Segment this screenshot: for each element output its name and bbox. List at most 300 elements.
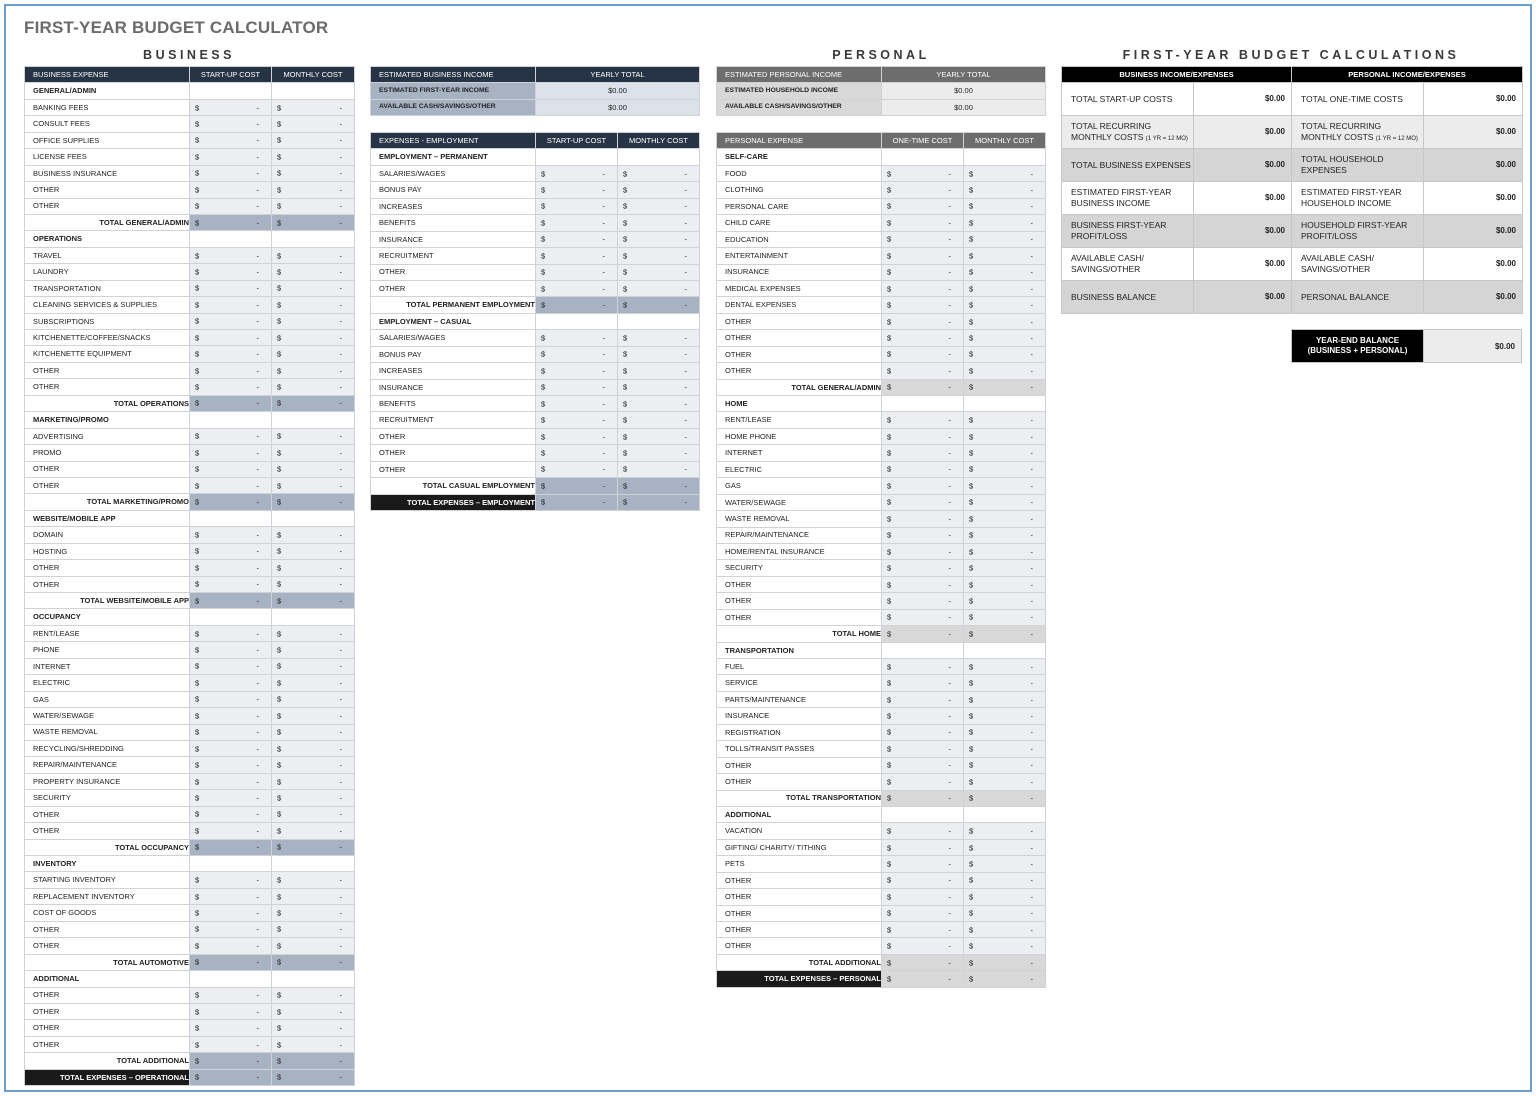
currency-cell[interactable] — [272, 625, 355, 641]
currency-cell[interactable] — [272, 823, 355, 839]
currency-cell[interactable] — [618, 231, 700, 247]
value-dash: - — [602, 251, 605, 261]
currency-cell[interactable] — [272, 247, 355, 263]
table-row — [717, 675, 1046, 691]
currency-cell[interactable] — [964, 708, 1046, 724]
currency-cell[interactable] — [190, 527, 272, 543]
currency-cell[interactable] — [272, 445, 355, 461]
value-dash: - — [256, 908, 259, 918]
currency-cell[interactable] — [272, 576, 355, 592]
currency-cell[interactable] — [964, 248, 1046, 264]
currency-cell[interactable] — [882, 313, 964, 329]
currency-cell[interactable] — [964, 675, 1046, 691]
currency-cell[interactable] — [618, 280, 700, 296]
column-header: PERSONAL EXPENSE — [717, 133, 882, 149]
row-label: PHONE — [25, 642, 190, 658]
currency-cell[interactable] — [882, 774, 964, 790]
currency-cell[interactable] — [272, 691, 355, 707]
currency-cell[interactable] — [882, 609, 964, 625]
currency-cell[interactable] — [272, 527, 355, 543]
currency-cell[interactable] — [272, 921, 355, 937]
calc-business-value[interactable]: $0.00 — [1194, 248, 1292, 281]
currency-cell[interactable] — [272, 658, 355, 674]
currency-cell[interactable] — [190, 1003, 272, 1019]
currency-cell[interactable] — [964, 774, 1046, 790]
currency-cell[interactable] — [882, 543, 964, 559]
currency-cell[interactable] — [964, 576, 1046, 592]
value-dash: - — [339, 891, 342, 901]
income-value[interactable]: $0.00 — [882, 99, 1046, 115]
currency-cell[interactable] — [272, 461, 355, 477]
dollar-sign: $ — [195, 448, 200, 458]
currency-cell[interactable] — [190, 132, 272, 148]
total-row — [25, 593, 355, 609]
currency-cell[interactable] — [882, 823, 964, 839]
dollar-sign: $ — [969, 366, 974, 376]
currency-cell[interactable] — [882, 198, 964, 214]
currency-cell[interactable] — [618, 264, 700, 280]
dollar-sign: $ — [277, 727, 282, 737]
income-value[interactable]: $0.00 — [536, 99, 700, 115]
currency-cell[interactable] — [272, 198, 355, 214]
currency-cell[interactable] — [536, 396, 618, 412]
currency-cell[interactable] — [964, 823, 1046, 839]
currency-cell[interactable] — [272, 132, 355, 148]
currency-cell[interactable] — [882, 445, 964, 461]
currency-cell[interactable] — [618, 198, 700, 214]
calc-personal-value[interactable]: $0.00 — [1424, 281, 1523, 314]
currency-cell[interactable] — [964, 872, 1046, 888]
currency-cell[interactable] — [272, 346, 355, 362]
currency-cell[interactable] — [190, 330, 272, 346]
dollar-sign: $ — [887, 678, 892, 688]
currency-cell[interactable] — [964, 889, 1046, 905]
currency-cell[interactable] — [964, 724, 1046, 740]
currency-cell[interactable] — [272, 905, 355, 921]
currency-cell[interactable] — [882, 905, 964, 921]
currency-cell[interactable] — [882, 872, 964, 888]
currency-cell[interactable] — [272, 165, 355, 181]
currency-cell[interactable] — [190, 461, 272, 477]
income-label: AVAILABLE CASH/SAVINGS/OTHER — [371, 99, 536, 115]
currency-cell[interactable] — [882, 593, 964, 609]
currency-cell[interactable] — [964, 363, 1046, 379]
currency-cell[interactable] — [190, 790, 272, 806]
currency-cell[interactable] — [190, 346, 272, 362]
currency-cell[interactable] — [190, 576, 272, 592]
dollar-sign: $ — [969, 760, 974, 770]
currency-cell[interactable] — [190, 264, 272, 280]
dollar-sign: $ — [887, 974, 892, 984]
currency-cell[interactable] — [882, 741, 964, 757]
currency-cell[interactable] — [964, 461, 1046, 477]
currency-cell[interactable] — [882, 576, 964, 592]
value-dash: - — [948, 744, 951, 754]
currency-cell[interactable] — [964, 280, 1046, 296]
currency-cell[interactable] — [190, 773, 272, 789]
currency-cell[interactable] — [882, 231, 964, 247]
currency-cell[interactable] — [190, 691, 272, 707]
currency-cell[interactable] — [882, 708, 964, 724]
calc-business-value[interactable]: $0.00 — [1194, 116, 1292, 149]
currency-cell[interactable] — [190, 987, 272, 1003]
income-value[interactable]: $0.00 — [882, 83, 1046, 99]
currency-cell[interactable] — [882, 182, 964, 198]
total-label: TOTAL OCCUPANCY — [25, 839, 190, 855]
currency-cell[interactable] — [964, 938, 1046, 954]
currency-cell[interactable] — [536, 330, 618, 346]
currency-cell[interactable] — [272, 297, 355, 313]
currency-cell[interactable] — [964, 757, 1046, 773]
row-label: DENTAL EXPENSES — [717, 297, 882, 313]
currency-cell[interactable] — [190, 823, 272, 839]
dollar-sign: $ — [623, 431, 628, 441]
currency-cell — [190, 214, 272, 230]
currency-cell[interactable] — [190, 477, 272, 493]
currency-cell[interactable] — [272, 379, 355, 395]
calc-business-value[interactable]: $0.00 — [1194, 149, 1292, 182]
currency-cell[interactable] — [272, 724, 355, 740]
currency-cell[interactable] — [190, 313, 272, 329]
value-dash: - — [602, 448, 605, 458]
value-dash: - — [339, 119, 342, 129]
dollar-sign: $ — [541, 300, 546, 310]
currency-cell[interactable] — [272, 330, 355, 346]
currency-cell[interactable] — [882, 297, 964, 313]
currency-cell[interactable] — [618, 428, 700, 444]
currency-cell[interactable] — [190, 428, 272, 444]
total-row — [371, 297, 700, 313]
value-dash: - — [684, 168, 687, 178]
currency-cell[interactable] — [882, 856, 964, 872]
currency-cell[interactable] — [190, 905, 272, 921]
total-label: TOTAL OPERATIONS — [25, 395, 190, 411]
currency-cell[interactable] — [964, 659, 1046, 675]
currency-cell[interactable] — [964, 165, 1046, 181]
currency-cell[interactable] — [190, 149, 272, 165]
currency-cell[interactable] — [536, 264, 618, 280]
currency-cell[interactable] — [190, 280, 272, 296]
currency-cell[interactable] — [190, 625, 272, 641]
table-row — [25, 99, 355, 115]
currency-cell[interactable] — [272, 1036, 355, 1052]
table-row — [25, 642, 355, 658]
currency-cell[interactable] — [964, 198, 1046, 214]
currency-cell[interactable] — [536, 461, 618, 477]
currency-cell[interactable] — [536, 445, 618, 461]
currency-cell[interactable] — [272, 149, 355, 165]
currency-cell[interactable] — [272, 428, 355, 444]
currency-cell[interactable] — [272, 313, 355, 329]
dollar-sign: $ — [969, 201, 974, 211]
currency-cell[interactable] — [882, 691, 964, 707]
currency-cell[interactable] — [272, 116, 355, 132]
currency-cell[interactable] — [272, 477, 355, 493]
currency-cell — [272, 1053, 355, 1069]
currency-cell[interactable] — [882, 889, 964, 905]
value-dash: - — [948, 579, 951, 589]
currency-cell[interactable] — [272, 543, 355, 559]
value-dash: - — [684, 497, 687, 507]
currency-cell[interactable] — [190, 362, 272, 378]
currency-cell[interactable] — [536, 428, 618, 444]
currency-cell[interactable] — [536, 248, 618, 264]
currency-cell[interactable] — [536, 280, 618, 296]
currency-cell[interactable] — [882, 363, 964, 379]
currency-cell[interactable] — [272, 99, 355, 115]
currency-cell[interactable] — [882, 922, 964, 938]
currency-cell[interactable] — [882, 938, 964, 954]
year-end-balance-value[interactable]: $0.00 — [1424, 330, 1522, 363]
currency-cell[interactable] — [882, 724, 964, 740]
dollar-sign: $ — [887, 497, 892, 507]
currency-cell[interactable] — [190, 543, 272, 559]
currency-cell[interactable] — [964, 922, 1046, 938]
currency-cell[interactable] — [190, 708, 272, 724]
currency-cell[interactable] — [964, 609, 1046, 625]
currency-cell[interactable] — [618, 363, 700, 379]
currency-cell[interactable] — [536, 165, 618, 181]
currency-cell[interactable] — [618, 215, 700, 231]
currency-cell[interactable] — [272, 872, 355, 888]
currency-cell[interactable] — [190, 724, 272, 740]
dollar-sign: $ — [623, 185, 628, 195]
dollar-sign: $ — [969, 957, 974, 967]
table-row — [25, 132, 355, 148]
currency-cell[interactable] — [190, 297, 272, 313]
currency-cell[interactable] — [272, 182, 355, 198]
currency-cell[interactable] — [964, 839, 1046, 855]
dollar-sign: $ — [277, 842, 282, 852]
currency-cell[interactable] — [272, 773, 355, 789]
currency-cell[interactable] — [272, 642, 355, 658]
calc-business-value[interactable]: $0.00 — [1194, 182, 1292, 215]
currency-cell[interactable] — [964, 527, 1046, 543]
currency-cell[interactable] — [618, 412, 700, 428]
currency-cell[interactable] — [618, 445, 700, 461]
currency-cell[interactable] — [882, 478, 964, 494]
currency-cell[interactable] — [272, 987, 355, 1003]
calc-business-value[interactable]: $0.00 — [1194, 215, 1292, 248]
currency-cell[interactable] — [190, 675, 272, 691]
currency-cell[interactable] — [882, 839, 964, 855]
currency-cell[interactable] — [536, 215, 618, 231]
currency-cell[interactable] — [190, 872, 272, 888]
currency-cell[interactable] — [964, 905, 1046, 921]
calc-business-value[interactable]: $0.00 — [1194, 281, 1292, 314]
value-dash: - — [1030, 218, 1033, 228]
dollar-sign: $ — [969, 875, 974, 885]
currency-cell[interactable] — [882, 412, 964, 428]
dollar-sign: $ — [541, 481, 546, 491]
currency-cell[interactable] — [618, 165, 700, 181]
currency-cell[interactable] — [272, 806, 355, 822]
currency-cell[interactable] — [964, 691, 1046, 707]
currency-cell[interactable] — [882, 511, 964, 527]
currency-cell[interactable] — [964, 313, 1046, 329]
currency-cell[interactable] — [618, 379, 700, 395]
currency-cell[interactable] — [190, 938, 272, 954]
dollar-sign: $ — [195, 842, 200, 852]
currency-cell[interactable] — [190, 642, 272, 658]
currency-cell[interactable] — [618, 461, 700, 477]
dollar-sign: $ — [887, 661, 892, 671]
currency-cell[interactable] — [882, 461, 964, 477]
currency-cell[interactable] — [964, 494, 1046, 510]
currency-cell[interactable] — [190, 182, 272, 198]
currency-cell[interactable] — [536, 379, 618, 395]
currency-cell[interactable] — [272, 560, 355, 576]
currency-cell[interactable] — [964, 543, 1046, 559]
currency-cell[interactable] — [964, 231, 1046, 247]
currency-cell[interactable] — [618, 248, 700, 264]
row-label: RECYCLING/SHREDDING — [25, 740, 190, 756]
value-dash: - — [948, 267, 951, 277]
currency-cell[interactable] — [964, 478, 1046, 494]
calc-personal-value[interactable]: $0.00 — [1424, 116, 1523, 149]
currency-cell[interactable] — [618, 182, 700, 198]
table-row — [25, 675, 355, 691]
currency-cell[interactable] — [882, 280, 964, 296]
currency-cell[interactable] — [964, 593, 1046, 609]
currency-cell[interactable] — [272, 280, 355, 296]
currency-cell[interactable] — [272, 264, 355, 280]
currency-cell[interactable] — [272, 1003, 355, 1019]
currency-cell[interactable] — [964, 182, 1046, 198]
currency-cell[interactable] — [272, 790, 355, 806]
currency-cell[interactable] — [272, 708, 355, 724]
table-row — [717, 182, 1046, 198]
currency-cell[interactable] — [190, 1020, 272, 1036]
currency-cell[interactable] — [536, 412, 618, 428]
value-dash: - — [948, 283, 951, 293]
currency-cell[interactable] — [964, 412, 1046, 428]
currency-cell[interactable] — [190, 806, 272, 822]
dollar-sign: $ — [541, 168, 546, 178]
year-end-balance-table — [1291, 329, 1522, 363]
currency-cell[interactable] — [190, 888, 272, 904]
table-row — [717, 724, 1046, 740]
currency-cell[interactable] — [190, 99, 272, 115]
row-label: OTHER — [25, 806, 190, 822]
table-row — [25, 938, 355, 954]
currency-cell[interactable] — [964, 511, 1046, 527]
currency-cell[interactable] — [964, 560, 1046, 576]
value-dash: - — [339, 102, 342, 112]
currency-cell[interactable] — [882, 248, 964, 264]
currency-cell[interactable] — [190, 1036, 272, 1052]
currency-cell[interactable] — [964, 346, 1046, 362]
currency-cell[interactable] — [272, 757, 355, 773]
currency-cell[interactable] — [272, 675, 355, 691]
currency-cell[interactable] — [618, 330, 700, 346]
currency-cell[interactable] — [964, 445, 1046, 461]
calc-label-text: TOTAL START-UP COSTS — [1071, 93, 1173, 104]
currency-cell[interactable] — [964, 264, 1046, 280]
currency-cell[interactable] — [190, 740, 272, 756]
dollar-sign: $ — [623, 251, 628, 261]
currency-cell[interactable] — [964, 297, 1046, 313]
currency-cell[interactable] — [882, 215, 964, 231]
currency-cell[interactable] — [882, 757, 964, 773]
currency-cell[interactable] — [618, 346, 700, 362]
currency-cell[interactable] — [536, 182, 618, 198]
total-label: TOTAL ADDITIONAL — [717, 954, 882, 970]
value-dash: - — [684, 234, 687, 244]
currency-cell[interactable] — [964, 741, 1046, 757]
currency-cell[interactable] — [964, 330, 1046, 346]
currency-cell[interactable] — [882, 346, 964, 362]
currency-cell[interactable] — [882, 494, 964, 510]
value-dash: - — [256, 957, 259, 967]
currency-cell[interactable] — [882, 428, 964, 444]
income-value[interactable]: $0.00 — [536, 83, 700, 99]
currency-cell[interactable] — [882, 264, 964, 280]
calc-personal-value[interactable]: $0.00 — [1424, 149, 1523, 182]
currency-cell[interactable] — [964, 215, 1046, 231]
currency-cell[interactable] — [190, 198, 272, 214]
value-dash: - — [339, 924, 342, 934]
currency-cell[interactable] — [882, 330, 964, 346]
calc-personal-value[interactable]: $0.00 — [1424, 248, 1523, 281]
currency-cell[interactable] — [190, 445, 272, 461]
currency-cell[interactable] — [190, 247, 272, 263]
currency-cell[interactable] — [272, 362, 355, 378]
currency-cell[interactable] — [190, 560, 272, 576]
currency-cell[interactable] — [964, 428, 1046, 444]
currency-cell[interactable] — [882, 675, 964, 691]
currency-cell[interactable] — [882, 527, 964, 543]
currency-cell[interactable] — [964, 856, 1046, 872]
currency-cell[interactable] — [190, 921, 272, 937]
calc-personal-value[interactable]: $0.00 — [1424, 83, 1523, 116]
calc-personal-value[interactable]: $0.00 — [1424, 182, 1523, 215]
currency-cell[interactable] — [190, 658, 272, 674]
currency-cell[interactable] — [272, 938, 355, 954]
currency-cell[interactable] — [536, 198, 618, 214]
currency-cell[interactable] — [882, 165, 964, 181]
currency-cell[interactable] — [190, 165, 272, 181]
dollar-sign: $ — [969, 431, 974, 441]
dollar-sign: $ — [277, 711, 282, 721]
total-label: TOTAL GENERAL/ADMIN — [717, 379, 882, 395]
currency-cell[interactable] — [190, 379, 272, 395]
calc-business-value[interactable]: $0.00 — [1194, 83, 1292, 116]
currency-cell[interactable] — [618, 396, 700, 412]
calc-personal-value[interactable]: $0.00 — [1424, 215, 1523, 248]
dollar-sign: $ — [969, 530, 974, 540]
currency-cell[interactable] — [882, 560, 964, 576]
currency-cell[interactable] — [190, 757, 272, 773]
currency-cell[interactable] — [882, 659, 964, 675]
currency-cell[interactable] — [272, 888, 355, 904]
currency-cell[interactable] — [272, 1020, 355, 1036]
currency-cell[interactable] — [536, 231, 618, 247]
empty-cell — [272, 231, 355, 247]
currency-cell[interactable] — [536, 346, 618, 362]
currency-cell[interactable] — [272, 740, 355, 756]
dollar-sign: $ — [277, 776, 282, 786]
currency-cell[interactable] — [190, 116, 272, 132]
table-row — [717, 264, 1046, 280]
table-row — [717, 560, 1046, 576]
calc-label-text: BUSINESS FIRST-YEAR PROFIT/LOSS — [1071, 220, 1167, 241]
currency-cell — [536, 478, 618, 494]
total-row — [371, 478, 700, 494]
value-dash: - — [1030, 267, 1033, 277]
value-dash: - — [948, 514, 951, 524]
currency-cell[interactable] — [536, 363, 618, 379]
